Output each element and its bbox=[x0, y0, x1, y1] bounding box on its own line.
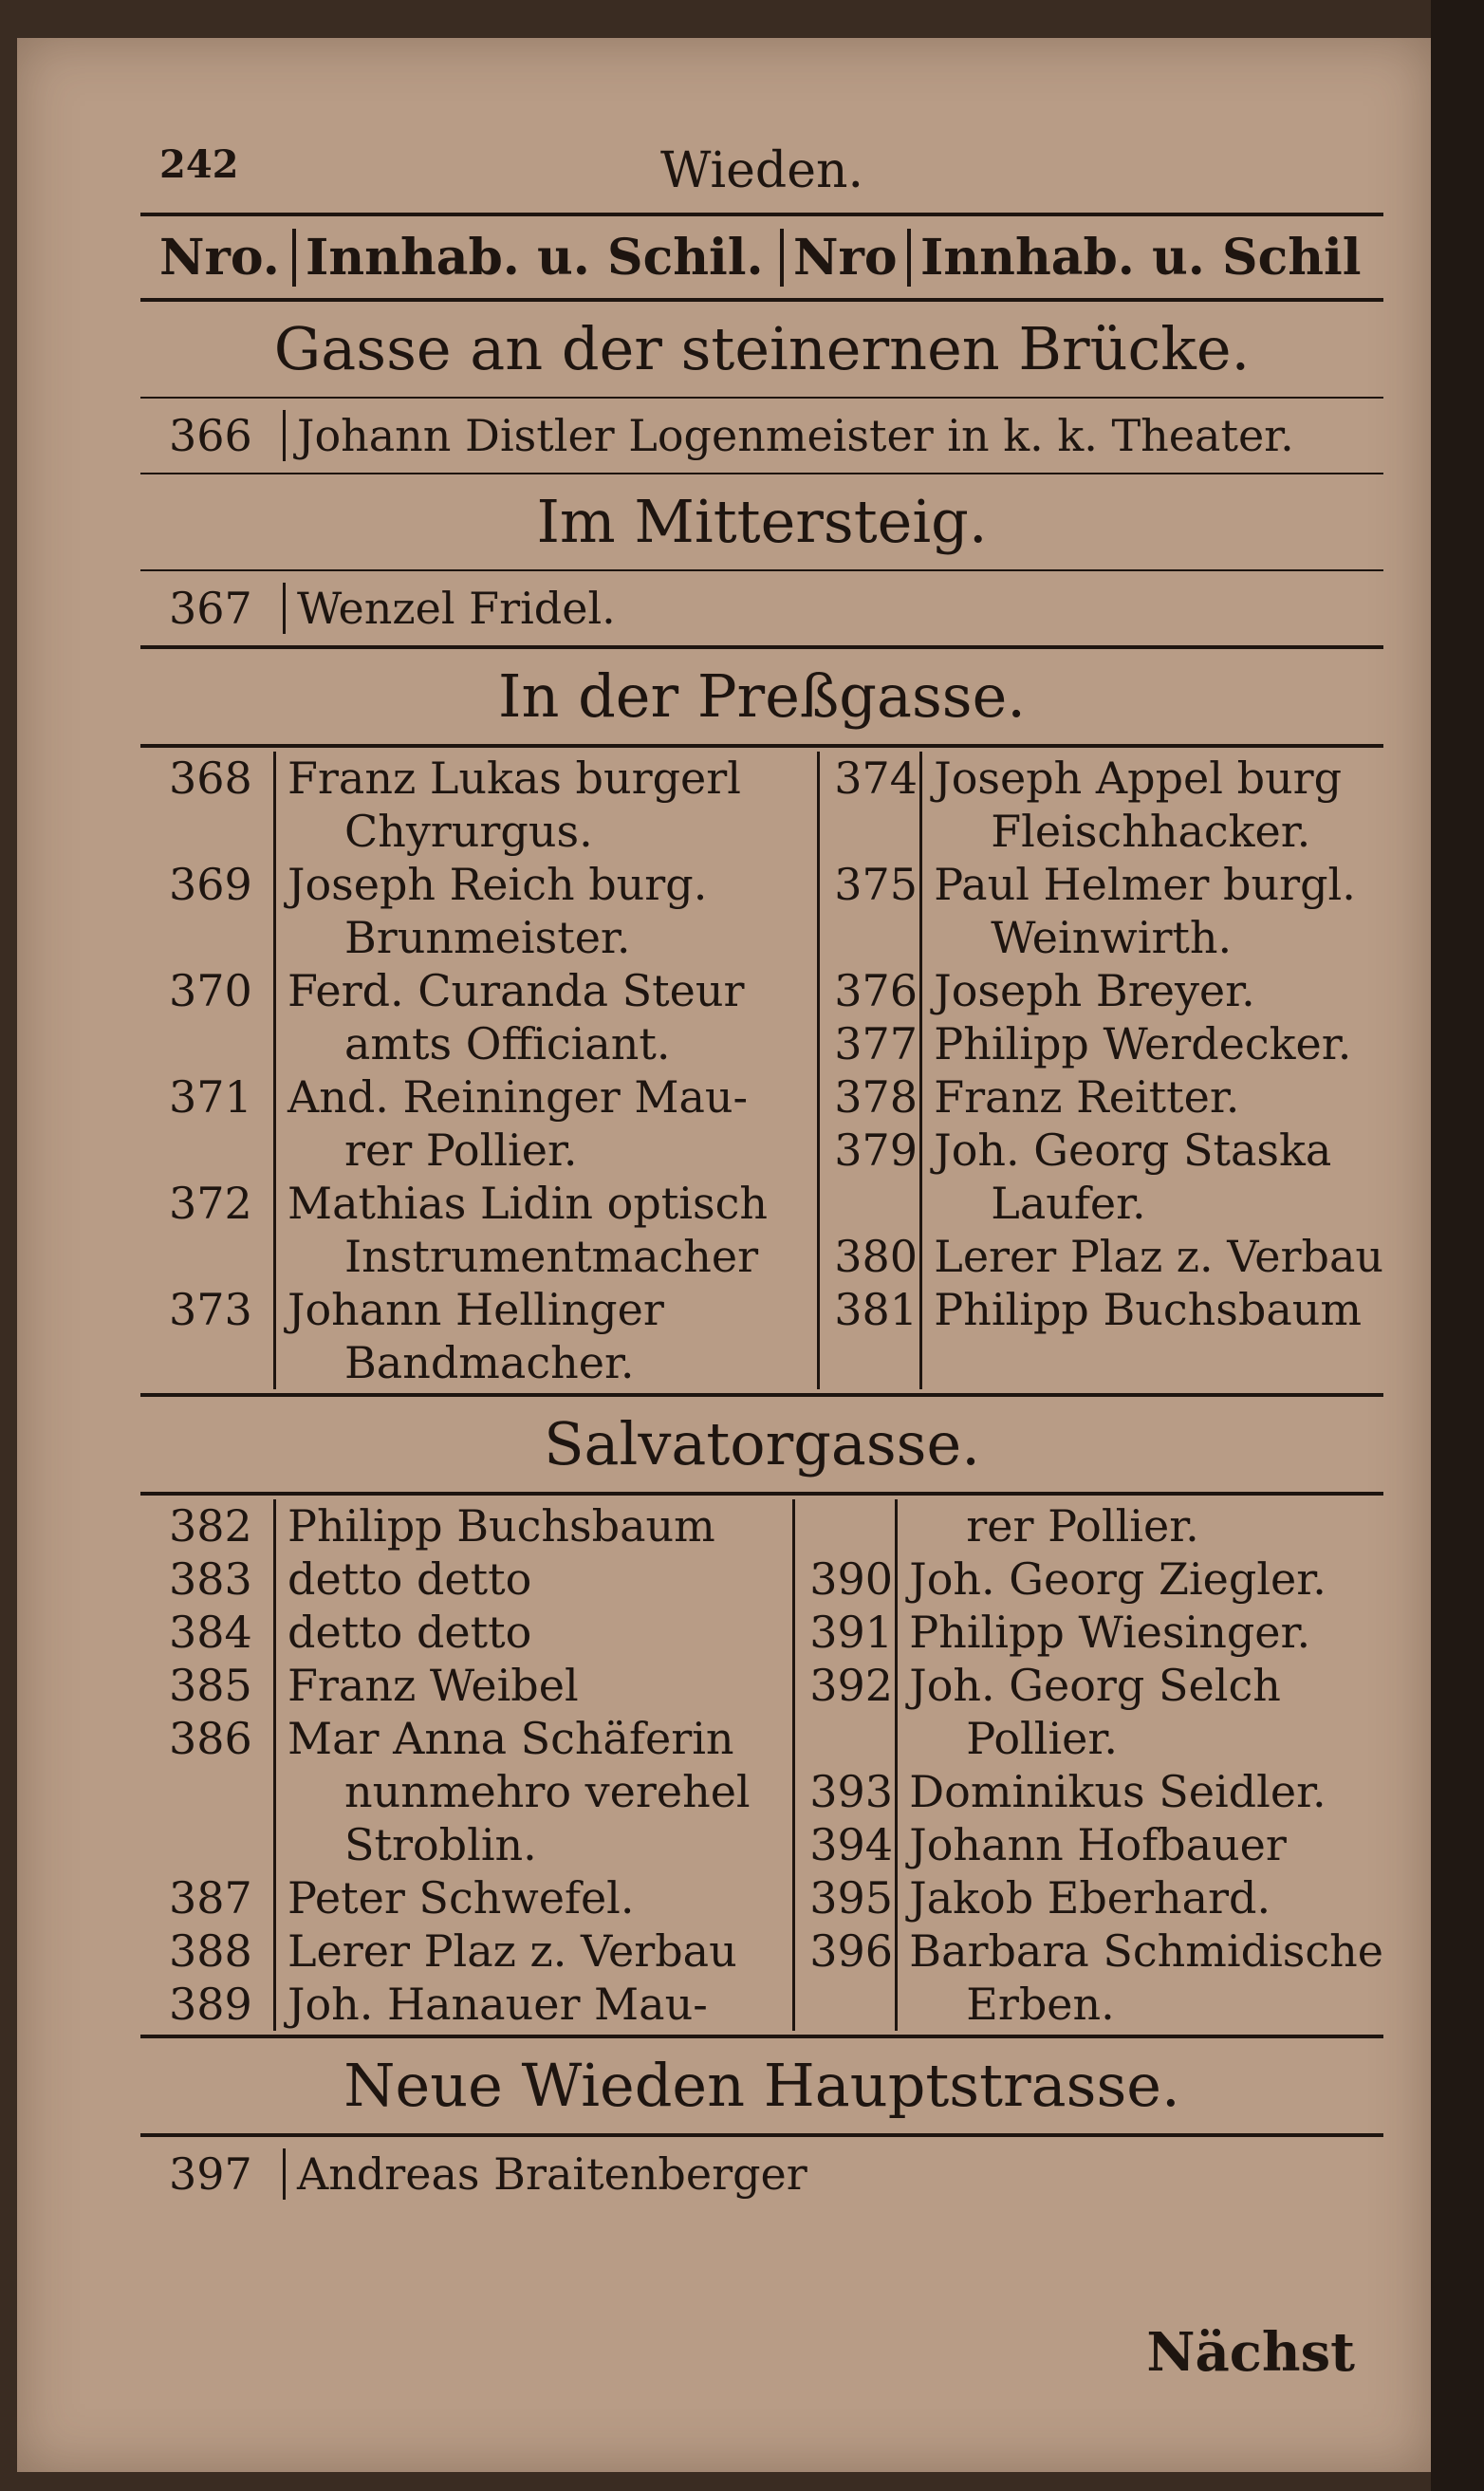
occupant: Franz Weibel bbox=[288, 1660, 579, 1711]
house-number bbox=[809, 1712, 895, 1765]
entries-grid bbox=[140, 1499, 1383, 2031]
rule bbox=[140, 213, 1383, 216]
house-number: 368 bbox=[169, 753, 252, 804]
occupant-continued: amts Officiant. bbox=[344, 1018, 671, 1069]
occupant: Philipp Werdecker. bbox=[934, 1018, 1352, 1069]
house-number: 380 bbox=[834, 1231, 918, 1282]
house-number bbox=[169, 1336, 273, 1389]
right-column bbox=[795, 1499, 1383, 2031]
occupant: Joh. Georg Selch bbox=[909, 1660, 1281, 1711]
column-headers bbox=[140, 220, 1383, 294]
rule bbox=[140, 1393, 1383, 1397]
occupant: Franz Lukas burgerl bbox=[288, 753, 741, 804]
rule bbox=[140, 298, 1383, 302]
house-number: 370 bbox=[169, 965, 252, 1016]
house-number: 369 bbox=[169, 859, 252, 910]
house-number: 395 bbox=[809, 1872, 894, 1924]
occupants bbox=[895, 1499, 1383, 2031]
house-number: 367 bbox=[169, 583, 252, 634]
occupant: Johann Distler Logenmeister in k. k. Theater. bbox=[283, 410, 1294, 461]
house-number: 394 bbox=[809, 1819, 894, 1870]
street-heading: In der Preßgasse. bbox=[497, 661, 1026, 731]
running-head bbox=[140, 142, 1383, 209]
occupant-continued: Stroblin. bbox=[344, 1819, 537, 1870]
house-number: 373 bbox=[169, 1284, 252, 1335]
occupant: Lerer Plaz z. Verbau bbox=[934, 1231, 1383, 1282]
col-inhaber-right: Innhab. u. Schil bbox=[907, 229, 1362, 287]
occupant-continued: Weinwirth. bbox=[991, 912, 1233, 963]
house-number: 393 bbox=[809, 1766, 894, 1817]
house-number: 387 bbox=[169, 1872, 252, 1924]
running-title: Wieden. bbox=[659, 142, 864, 199]
occupant: Ferd. Curanda Steur bbox=[288, 965, 745, 1016]
house-number: 379 bbox=[834, 1125, 918, 1176]
occupant: Joh. Georg Ziegler. bbox=[909, 1553, 1326, 1605]
occupant: Jakob Eberhard. bbox=[909, 1872, 1271, 1924]
rule bbox=[140, 744, 1383, 748]
house-number: 382 bbox=[169, 1500, 252, 1552]
occupants bbox=[919, 752, 1383, 1389]
occupant: Joseph Appel burg bbox=[934, 753, 1343, 804]
house-number bbox=[169, 1230, 273, 1283]
house-numbers bbox=[820, 752, 919, 1389]
left-column bbox=[140, 752, 820, 1389]
house-numbers bbox=[140, 752, 273, 1389]
occupant: Joseph Breyer. bbox=[934, 965, 1255, 1016]
occupant-continued: Pollier. bbox=[966, 1713, 1118, 1764]
occupant: Andreas Braitenberger bbox=[283, 2148, 807, 2200]
entries-grid bbox=[140, 752, 1383, 1389]
occupant: Johann Hellinger bbox=[288, 1284, 664, 1335]
occupant-continued: nunmehro verehel bbox=[344, 1766, 751, 1817]
occupant: Johann Hofbauer bbox=[909, 1819, 1287, 1870]
house-number: 376 bbox=[834, 965, 918, 1016]
occupant bbox=[934, 1336, 1383, 1389]
house-number: 396 bbox=[809, 1925, 894, 1977]
page-number: 242 bbox=[159, 142, 239, 187]
house-numbers bbox=[795, 1499, 895, 2031]
house-number: 384 bbox=[169, 1607, 252, 1658]
occupant: Joh. Hanauer Mau- bbox=[288, 1979, 708, 2030]
occupant: Peter Schwefel. bbox=[288, 1872, 635, 1924]
house-number: 397 bbox=[169, 2148, 252, 2200]
rule bbox=[140, 645, 1383, 649]
occupant: Joh. Georg Staska bbox=[934, 1125, 1332, 1176]
occupant: Dominikus Seidler. bbox=[909, 1766, 1326, 1817]
book-spine-shadow bbox=[1431, 0, 1484, 2491]
occupant: Wenzel Fridel. bbox=[283, 583, 616, 634]
street-heading: Salvatorgasse. bbox=[544, 1409, 980, 1478]
house-number bbox=[809, 1978, 895, 2031]
house-number: 383 bbox=[169, 1553, 252, 1605]
house-number: 392 bbox=[809, 1660, 894, 1711]
occupant-continued: Laufer. bbox=[991, 1178, 1146, 1229]
rule bbox=[140, 397, 1383, 399]
house-number bbox=[169, 1818, 273, 1871]
occupant: Paul Helmer burgl. bbox=[934, 859, 1356, 910]
house-number: 377 bbox=[834, 1018, 918, 1069]
house-number: 389 bbox=[169, 1979, 252, 2030]
entry-row bbox=[140, 575, 1383, 641]
rule bbox=[140, 2133, 1383, 2137]
house-number bbox=[834, 805, 919, 858]
street-heading: Neue Wieden Hauptstrasse. bbox=[343, 2051, 1180, 2120]
occupant-continued: Brunmeister. bbox=[344, 912, 631, 963]
house-number: 375 bbox=[834, 859, 918, 910]
house-number: 381 bbox=[834, 1284, 918, 1335]
house-number bbox=[834, 911, 919, 964]
house-number: 371 bbox=[169, 1071, 252, 1123]
street-heading: Gasse an der steinernen Brücke. bbox=[273, 314, 1251, 383]
house-number: 372 bbox=[169, 1178, 252, 1229]
street-heading: Im Mittersteig. bbox=[536, 487, 988, 556]
rule bbox=[140, 569, 1383, 571]
rule bbox=[140, 473, 1383, 474]
house-numbers bbox=[140, 1499, 273, 2031]
house-number: 374 bbox=[834, 753, 918, 804]
occupant-continued: Instrumentmacher bbox=[344, 1231, 759, 1282]
occupant: Barbara Schmidische bbox=[909, 1925, 1383, 1977]
occupant-continued: Fleischhacker. bbox=[991, 806, 1311, 857]
occupants bbox=[273, 752, 817, 1389]
right-column bbox=[820, 752, 1383, 1389]
house-number: 385 bbox=[169, 1660, 252, 1711]
left-column bbox=[140, 1499, 795, 2031]
occupant: Mathias Lidin optisch bbox=[288, 1178, 768, 1229]
house-number bbox=[834, 1336, 919, 1389]
occupant-continued: rer Pollier. bbox=[344, 1125, 578, 1176]
house-number bbox=[169, 911, 273, 964]
house-number bbox=[169, 1017, 273, 1070]
occupant: Franz Reitter. bbox=[934, 1071, 1240, 1123]
occupant-continued: Erben. bbox=[966, 1979, 1115, 2030]
col-nro-right: Nro bbox=[780, 229, 907, 287]
page-footer bbox=[140, 2321, 1383, 2426]
occupant: Philipp Buchsbaum bbox=[288, 1500, 715, 1552]
page-content bbox=[140, 142, 1383, 2426]
entry-row bbox=[140, 402, 1383, 469]
occupant: And. Reininger Mau- bbox=[288, 1071, 749, 1123]
occupant-continued: rer Pollier. bbox=[966, 1500, 1199, 1552]
house-number bbox=[169, 805, 273, 858]
occupant: detto detto bbox=[288, 1607, 532, 1658]
house-number bbox=[169, 1765, 273, 1818]
house-number: 386 bbox=[169, 1713, 252, 1764]
house-number: 388 bbox=[169, 1925, 252, 1977]
col-inhaber-left: Innhab. u. Schil. bbox=[292, 229, 780, 287]
catchword: Nächst bbox=[1146, 2321, 1355, 2384]
entry-row bbox=[140, 2141, 1383, 2207]
occupants bbox=[273, 1499, 792, 2031]
rule bbox=[140, 1492, 1383, 1496]
house-number bbox=[809, 1499, 895, 1552]
rule bbox=[140, 2035, 1383, 2038]
house-number bbox=[834, 1177, 919, 1230]
occupant: Philipp Wiesinger. bbox=[909, 1607, 1311, 1658]
house-number bbox=[169, 1124, 273, 1177]
occupant: Mar Anna Schäferin bbox=[288, 1713, 734, 1764]
book-page bbox=[17, 38, 1431, 2472]
occupant-continued: Chyrurgus. bbox=[344, 806, 593, 857]
occupant: Lerer Plaz z. Verbau bbox=[288, 1925, 737, 1977]
col-nro-left: Nro. bbox=[159, 228, 280, 287]
house-number: 391 bbox=[809, 1607, 894, 1658]
house-number: 366 bbox=[169, 410, 252, 461]
occupant: Joseph Reich burg. bbox=[288, 859, 708, 910]
house-number: 378 bbox=[834, 1071, 918, 1123]
occupant: Philipp Buchsbaum bbox=[934, 1284, 1363, 1335]
occupant-continued: Bandmacher. bbox=[344, 1337, 635, 1388]
occupant: detto detto bbox=[288, 1553, 532, 1605]
house-number: 390 bbox=[809, 1553, 894, 1605]
